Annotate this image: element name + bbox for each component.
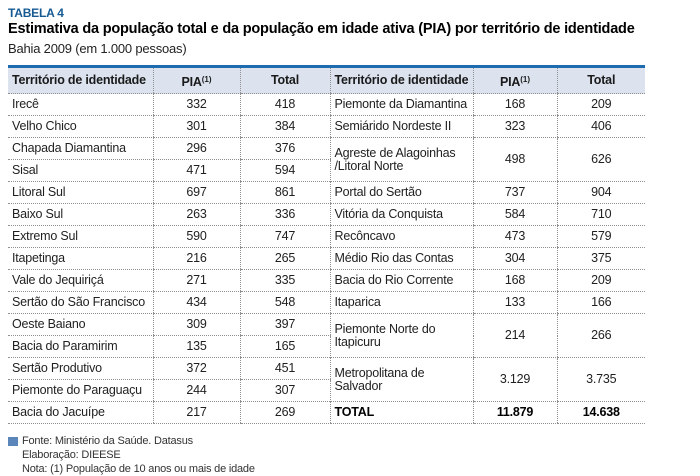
territory-cell: Sisal xyxy=(8,160,153,182)
table-row xyxy=(8,292,645,314)
population-table xyxy=(8,65,645,424)
pia-cell: 214 xyxy=(473,314,557,358)
territory-cell: Irecê xyxy=(8,94,153,116)
table-row xyxy=(8,226,645,248)
territory-cell: Piemonte da Diamantina xyxy=(330,94,473,116)
territory-cell: Vitória da Conquista xyxy=(330,204,473,226)
col-header-territory-left: Território de identidade xyxy=(8,67,153,94)
pia-cell: 168 xyxy=(473,270,557,292)
pia-footnote-mark: (1) xyxy=(201,74,212,84)
territory-cell: Portal do Sertão xyxy=(330,182,473,204)
total-cell: 209 xyxy=(557,94,645,116)
total-cell: 861 xyxy=(240,182,330,204)
total-cell: 710 xyxy=(557,204,645,226)
col-header-territory-right: Território de identidade xyxy=(330,67,473,94)
table-row xyxy=(8,116,645,138)
total-cell: 209 xyxy=(557,270,645,292)
pia-cell: 590 xyxy=(153,226,240,248)
total-cell: 375 xyxy=(557,248,645,270)
territory-cell: Piemonte do Paraguaçu xyxy=(8,380,153,402)
pia-cell: 309 xyxy=(153,314,240,336)
territory-cell: Piemonte Norte do Itapicuru xyxy=(330,314,473,358)
total-cell: 626 xyxy=(557,138,645,182)
total-cell: 266 xyxy=(557,314,645,358)
pia-cell: 301 xyxy=(153,116,240,138)
pia-cell: 216 xyxy=(153,248,240,270)
territory-cell: Sertão do São Francisco xyxy=(8,292,153,314)
pia-footnote-mark: (1) xyxy=(520,74,531,84)
total-cell: 335 xyxy=(240,270,330,292)
col-header-pia-right xyxy=(473,67,557,94)
note-text: Nota: (1) População de 10 anos ou mais de idade xyxy=(22,463,255,475)
pia-cell: 697 xyxy=(153,182,240,204)
pia-cell: 263 xyxy=(153,204,240,226)
territory-cell: Chapada Diamantina xyxy=(8,138,153,160)
pia-cell: 217 xyxy=(153,402,240,424)
total-cell: 747 xyxy=(240,226,330,248)
territory-cell: Recôncavo xyxy=(330,226,473,248)
col-header-total-left: Total xyxy=(240,67,330,94)
pia-label: PIA xyxy=(499,74,521,89)
total-cell: 904 xyxy=(557,182,645,204)
territory-cell: Itaparica xyxy=(330,292,473,314)
pia-cell: 244 xyxy=(153,380,240,402)
pia-cell: 271 xyxy=(153,270,240,292)
total-cell: 594 xyxy=(240,160,330,182)
pia-cell: 3.129 xyxy=(473,358,557,402)
territory-cell: Extremo Sul xyxy=(8,226,153,248)
total-cell: 579 xyxy=(557,226,645,248)
territory-cell: Sertão Produtivo xyxy=(8,358,153,380)
table-row xyxy=(8,138,645,160)
territory-cell: Velho Chico xyxy=(8,116,153,138)
col-header-total-right: Total xyxy=(557,67,645,94)
territory-cell: Bacia do Paramirim xyxy=(8,336,153,358)
pia-cell: 434 xyxy=(153,292,240,314)
source-line xyxy=(8,434,692,448)
pia-cell: 133 xyxy=(473,292,557,314)
total-cell: 166 xyxy=(557,292,645,314)
table-row xyxy=(8,94,645,116)
source-marker-icon xyxy=(8,437,18,446)
territory-cell: Metropolitana de Salvador xyxy=(330,358,473,402)
territory-cell: Vale do Jequiriçá xyxy=(8,270,153,292)
territory-cell: Litoral Sul xyxy=(8,182,153,204)
total-cell: 269 xyxy=(240,402,330,424)
total-cell: 265 xyxy=(240,248,330,270)
total-cell: 3.735 xyxy=(557,358,645,402)
pia-grand-total-cell: 11.879 xyxy=(473,402,557,424)
table-row xyxy=(8,270,645,292)
territory-cell: Bacia do Rio Corrente xyxy=(330,270,473,292)
table-row xyxy=(8,248,645,270)
table-tag: TABELA 4 xyxy=(8,6,64,20)
total-cell: 418 xyxy=(240,94,330,116)
elaboration-text: Elaboração: DIEESE xyxy=(22,449,121,461)
col-header-pia-left xyxy=(153,67,240,94)
pia-cell: 498 xyxy=(473,138,557,182)
page-subtitle: Bahia 2009 (em 1.000 pessoas) xyxy=(8,41,187,56)
pia-cell: 296 xyxy=(153,138,240,160)
table-row xyxy=(8,204,645,226)
table-footnotes xyxy=(8,434,692,476)
territory-cell: Semiárido Nordeste II xyxy=(330,116,473,138)
total-cell: 336 xyxy=(240,204,330,226)
pia-cell: 737 xyxy=(473,182,557,204)
pia-cell: 168 xyxy=(473,94,557,116)
pia-cell: 584 xyxy=(473,204,557,226)
page-title: Estimativa da população total e da população em idade ativa (PIA) por território de identidade xyxy=(8,21,635,37)
source-text: Fonte: Ministério da Saúde. Datasus xyxy=(22,435,193,447)
total-cell: 376 xyxy=(240,138,330,160)
territory-cell: Oeste Baiano xyxy=(8,314,153,336)
total-grand-total-cell: 14.638 xyxy=(557,402,645,424)
pia-cell: 304 xyxy=(473,248,557,270)
total-cell: 384 xyxy=(240,116,330,138)
pia-cell: 135 xyxy=(153,336,240,358)
territory-cell: Médio Rio das Contas xyxy=(330,248,473,270)
table-row xyxy=(8,402,645,424)
total-cell: 406 xyxy=(557,116,645,138)
pia-cell: 332 xyxy=(153,94,240,116)
total-cell: 165 xyxy=(240,336,330,358)
total-cell: 397 xyxy=(240,314,330,336)
pia-cell: 473 xyxy=(473,226,557,248)
territory-cell: Itapetinga xyxy=(8,248,153,270)
total-cell: 307 xyxy=(240,380,330,402)
pia-label: PIA xyxy=(181,74,202,89)
total-cell: 548 xyxy=(240,292,330,314)
pia-cell: 372 xyxy=(153,358,240,380)
territory-cell: Bacia do Jacuípe xyxy=(8,402,153,424)
table-row xyxy=(8,182,645,204)
territory-cell: Agreste de Alagoinhas /Litoral Norte xyxy=(330,138,473,182)
header-row xyxy=(8,67,645,94)
total-cell: 451 xyxy=(240,358,330,380)
territory-cell: Baixo Sul xyxy=(8,204,153,226)
table-row xyxy=(8,314,645,336)
total-row-label: TOTAL xyxy=(330,402,473,424)
table-row xyxy=(8,358,645,380)
pia-cell: 323 xyxy=(473,116,557,138)
pia-cell: 471 xyxy=(153,160,240,182)
